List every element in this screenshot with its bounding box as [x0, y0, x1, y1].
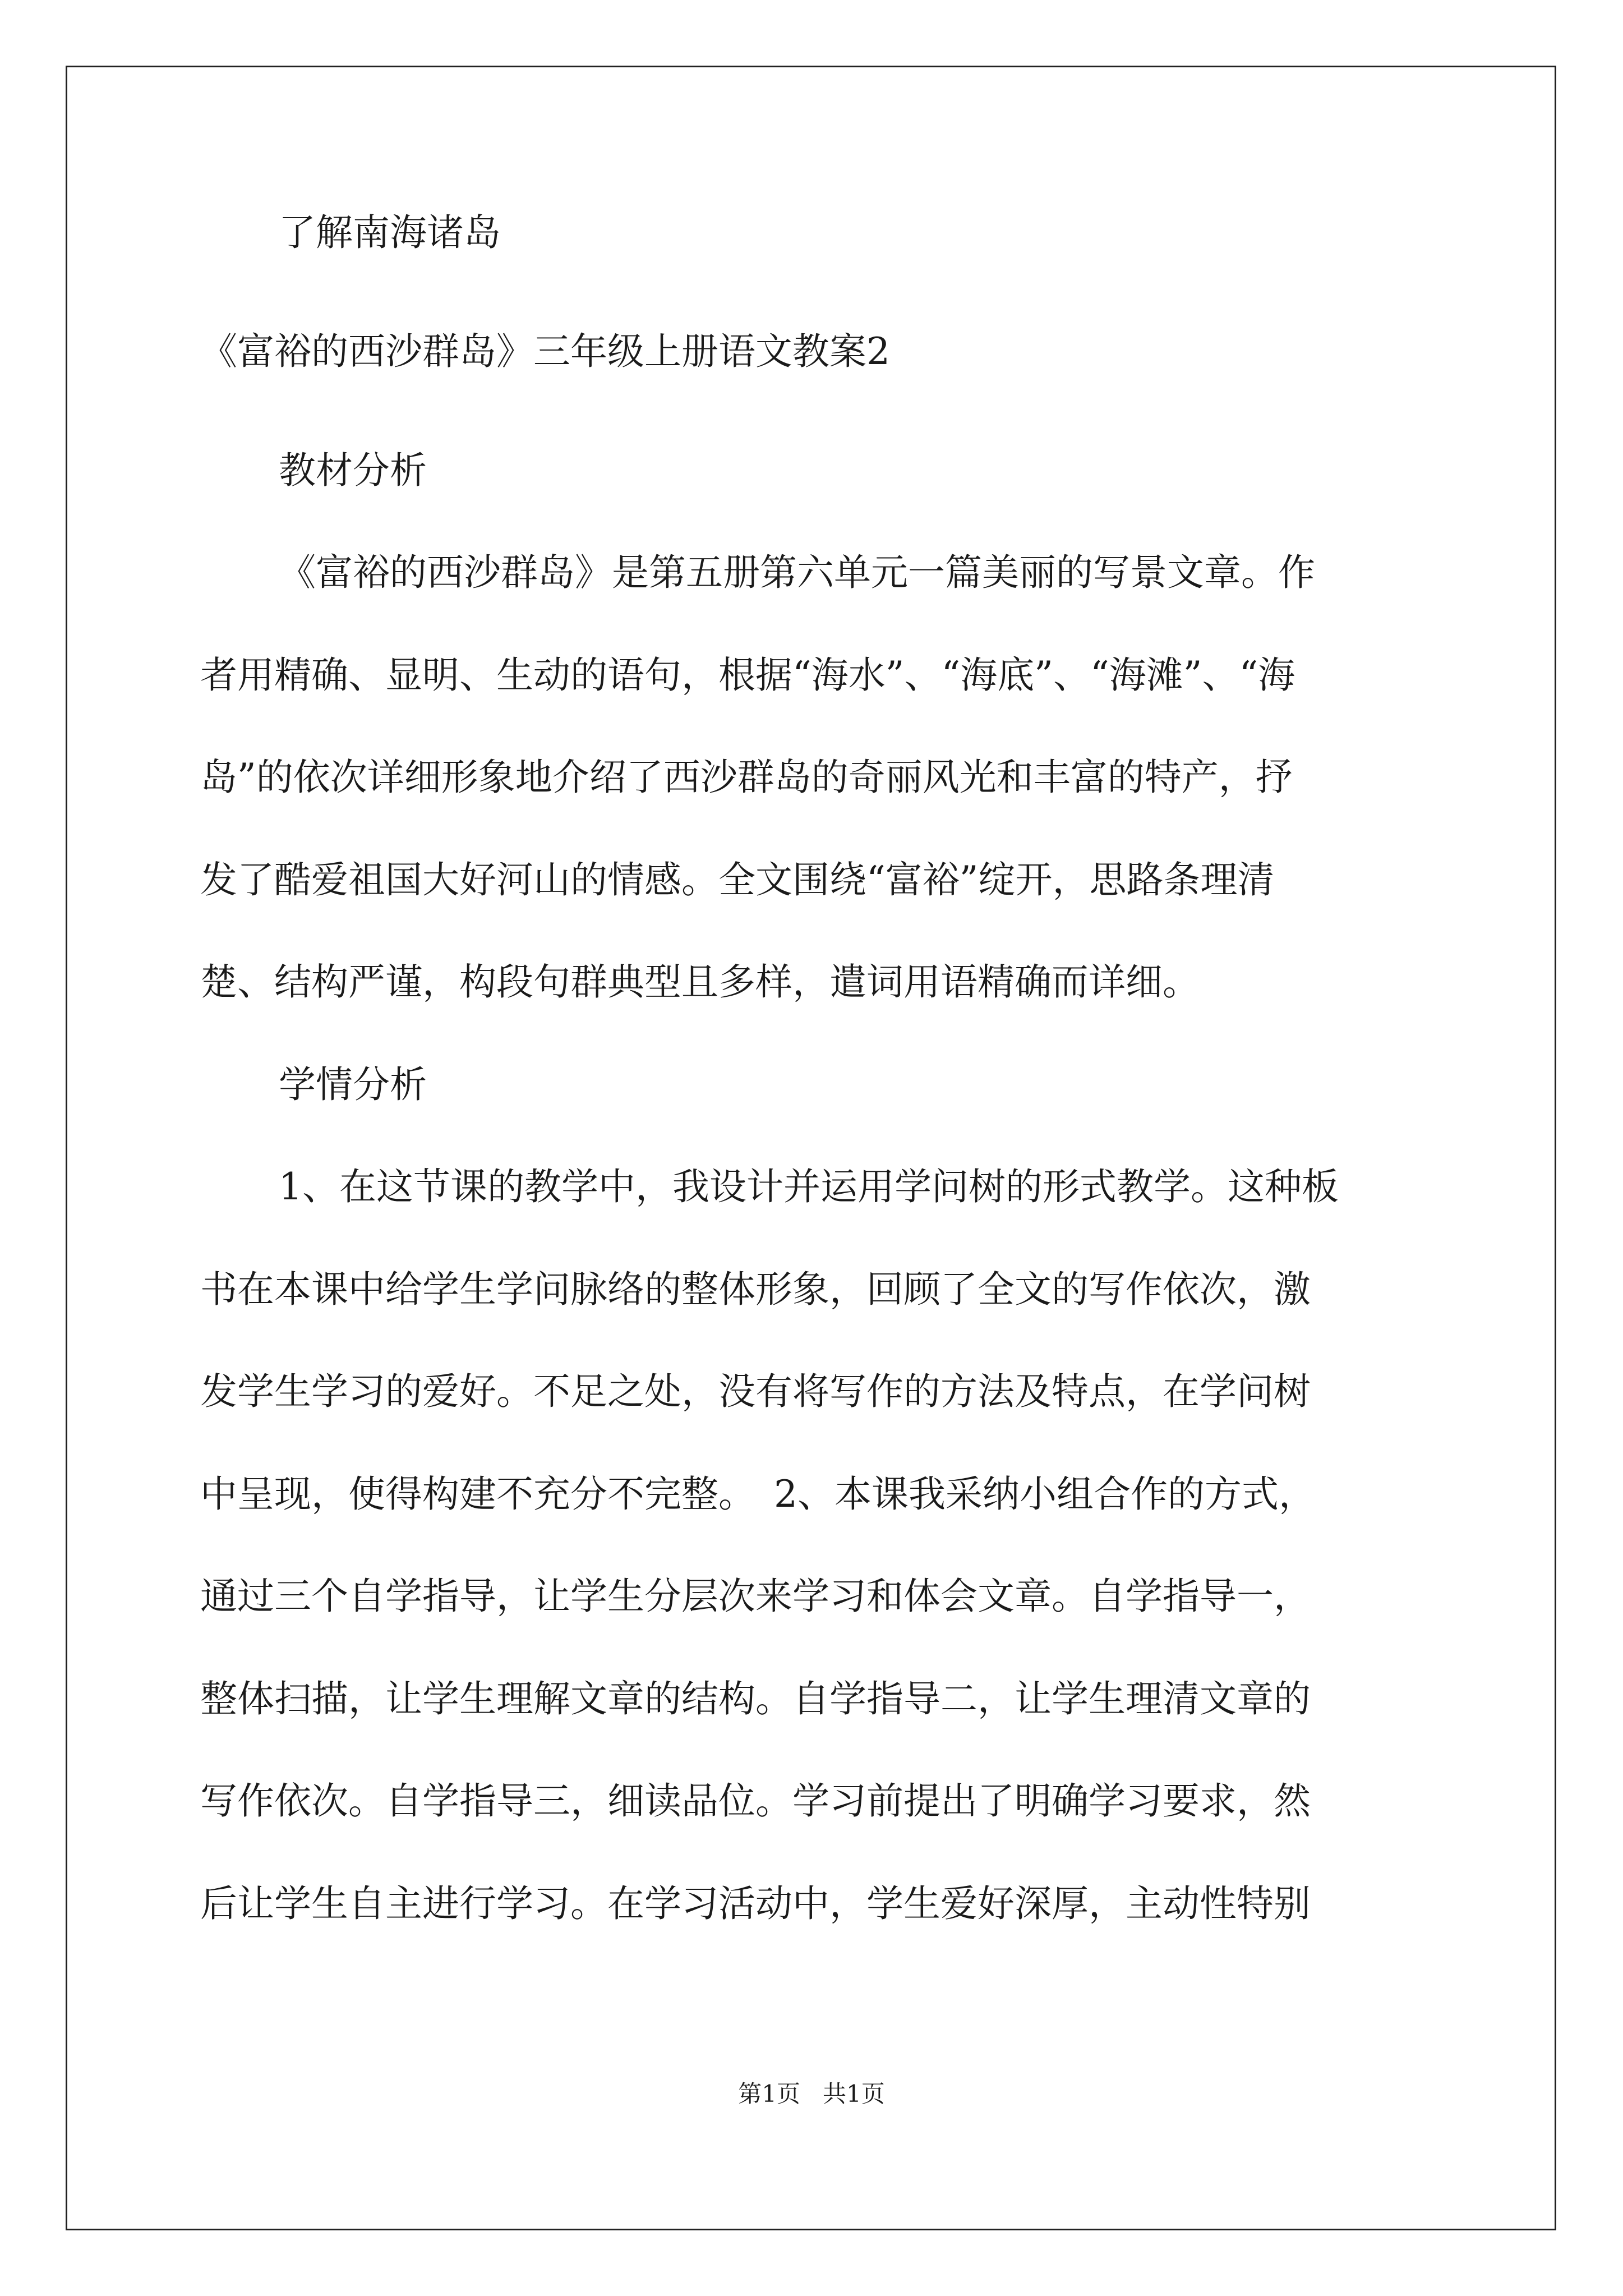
section-heading: 教材分析	[279, 449, 427, 492]
paragraph-line: 书在本课中给学生学问脉络的整体形象，回顾了全文的写作依次，激	[200, 1268, 1311, 1311]
paragraph-line: 岛”的依次详细形象地介绍了西沙群岛的奇丽风光和丰富的特产，抒	[200, 756, 1293, 799]
page-number: 第1页 共1页	[738, 2080, 885, 2108]
paragraph-line: 整体扫描，让学生理解文章的结构。自学指导二，让学生理清文章的	[200, 1677, 1311, 1720]
paragraph-line: 1、在这节课的教学中，我设计并运用学问树的形式教学。这种板	[279, 1165, 1339, 1208]
paragraph-line: 发了酷爱祖国大好河山的情感。全文围绕“富裕”绽开，思路条理清	[200, 858, 1275, 901]
paragraph-line: 后让学生自主进行学习。在学习活动中，学生爱好深厚，主动性特别	[200, 1882, 1311, 1925]
document-title: 《富裕的西沙群岛》三年级上册语文教案2	[200, 330, 890, 373]
paragraph-line: 发学生学习的爱好。不足之处，没有将写作的方法及特点，在学问树	[200, 1370, 1311, 1413]
paragraph-line: 者用精确、显明、生动的语句，根据“海水”、“海底”、“海滩”、“海	[200, 654, 1295, 697]
paragraph-line: 楚、结构严谨，构段句群典型且多样，遣词用语精确而详细。	[200, 960, 1200, 1004]
paragraph-line: 通过三个自学指导，让学生分层次来学习和体会文章。自学指导一，	[200, 1575, 1311, 1618]
paragraph-line: 写作依次。自学指导三，细读品位。学习前提出了明确学习要求，然	[200, 1779, 1311, 1823]
paragraph-line: 中呈现，使得构建不充分不完整。 2、本课我采纳小组合作的方式，	[200, 1473, 1316, 1516]
heading-line: 了解南海诸岛	[279, 211, 501, 254]
paragraph-line: 《富裕的西沙群岛》是第五册第六单元一篇美丽的写景文章。作	[279, 551, 1315, 594]
section-heading: 学情分析	[279, 1063, 427, 1106]
